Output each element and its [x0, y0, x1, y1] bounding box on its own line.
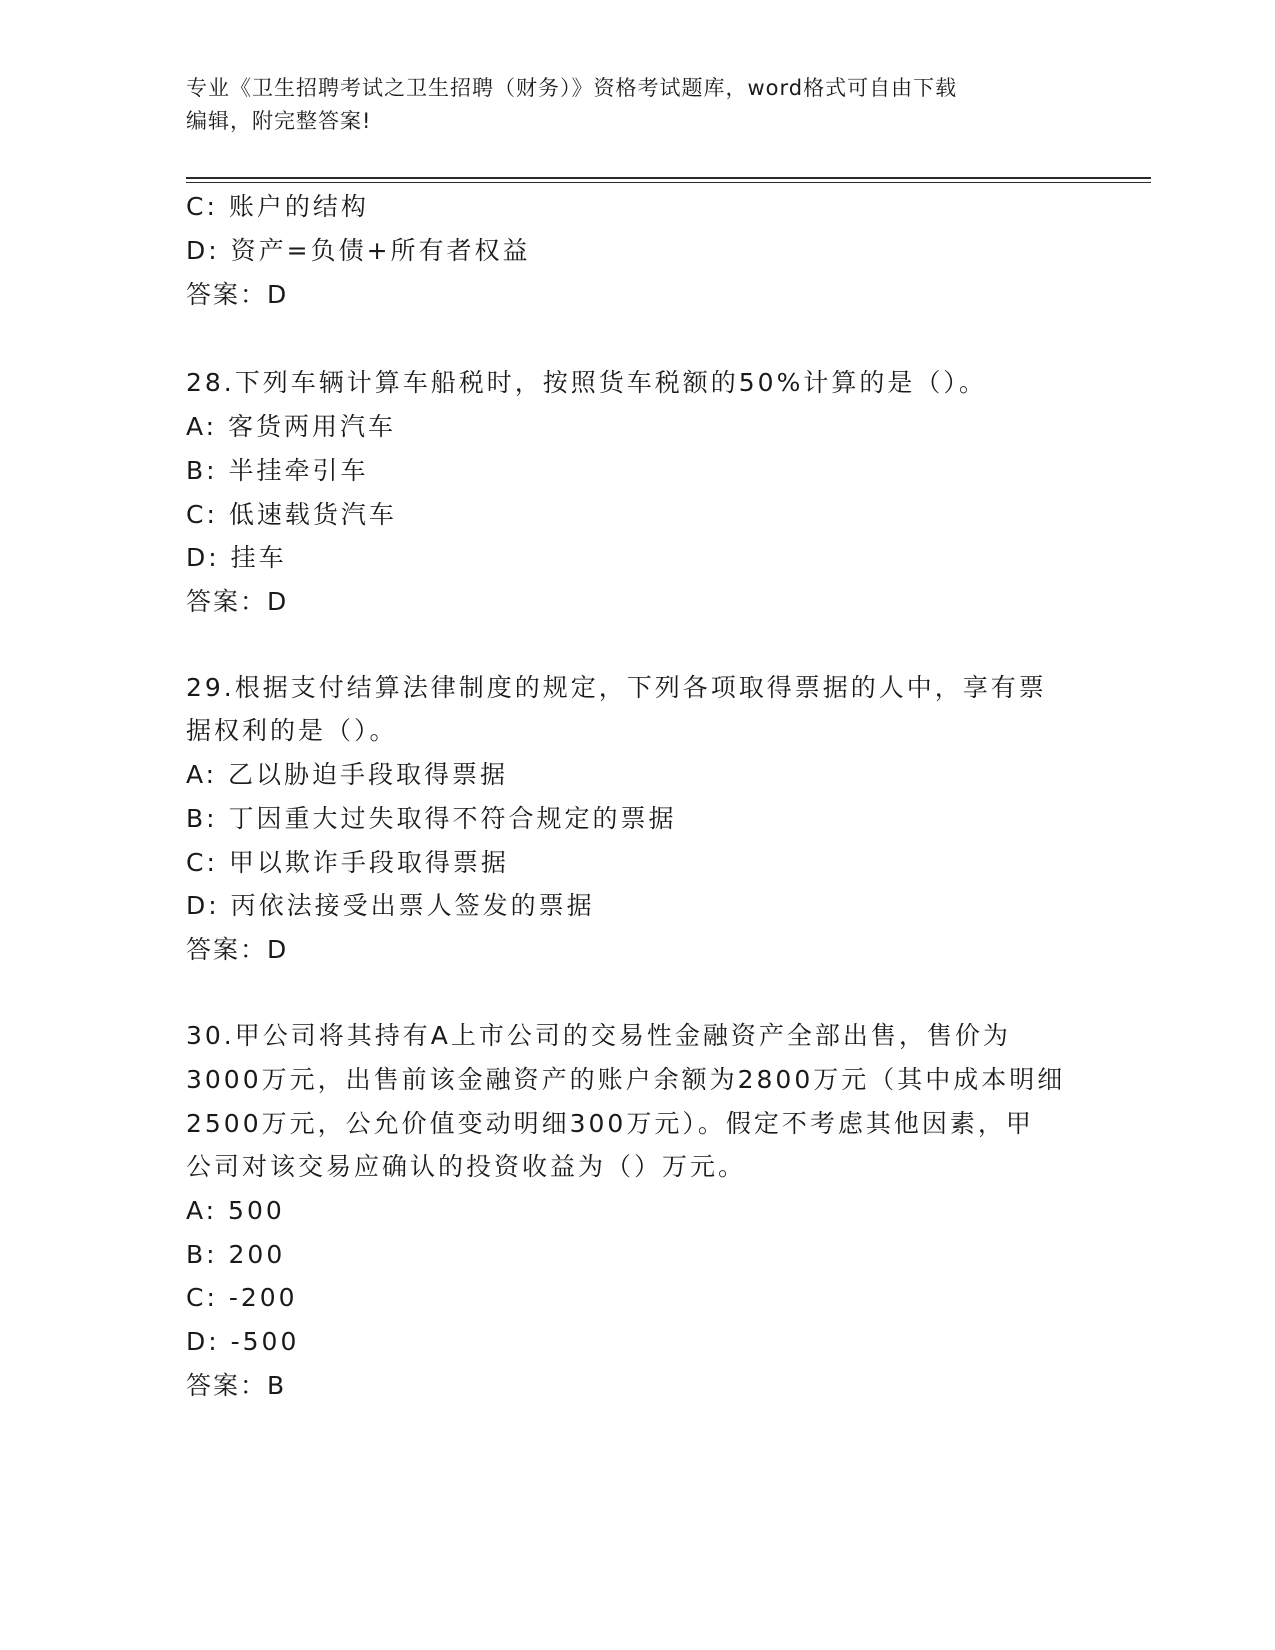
prev-answer: 答案：D — [186, 280, 289, 309]
prev-option-c: C: 账户的结构 — [186, 192, 369, 221]
q29-option-a: A: 乙以胁迫手段取得票据 — [186, 760, 509, 789]
q30-option-d: D: -500 — [186, 1327, 300, 1356]
q29-answer: 答案：D — [186, 935, 289, 964]
q28-option-b: B: 半挂牵引车 — [186, 456, 369, 485]
page-header — [186, 72, 1086, 138]
header-line-1: 专业《卫生招聘考试之卫生招聘（财务）》资格考试题库，word格式可自由下载 — [186, 76, 958, 100]
header-rule-thin — [186, 182, 1151, 183]
header-line-2: 编辑，附完整答案! — [186, 109, 372, 133]
q28-option-c: C: 低速载货汽车 — [186, 500, 397, 529]
q29-stem-line-2: 据权利的是（）。 — [186, 716, 398, 745]
q30-option-b: B: 200 — [186, 1240, 286, 1269]
q30-answer: 答案：B — [186, 1371, 287, 1400]
q30-option-a: A: 500 — [186, 1196, 285, 1225]
q30-option-c: C: -200 — [186, 1283, 298, 1312]
header-rule — [186, 177, 1151, 179]
q30-stem-line-2: 3000万元，出售前该金融资产的账户余额为2800万元（其中成本明细 — [186, 1065, 1066, 1094]
q30-stem-line-4: 公司对该交易应确认的投资收益为（）万元。 — [186, 1152, 747, 1181]
q29-stem-line-1: 29.根据支付结算法律制度的规定，下列各项取得票据的人中，享有票 — [186, 673, 1047, 702]
q28-option-a: A: 客货两用汽车 — [186, 412, 397, 441]
q29-option-d: D: 丙依法接受出票人签发的票据 — [186, 891, 595, 920]
q28-stem: 28.下列车辆计算车船税时，按照货车税额的50%计算的是（）。 — [186, 368, 987, 397]
prev-option-d: D: 资产=负债+所有者权益 — [186, 236, 531, 265]
q30-stem-line-3: 2500万元，公允价值变动明细300万元）。假定不考虑其他因素，甲 — [186, 1109, 1034, 1138]
q28-option-d: D: 挂车 — [186, 543, 287, 572]
q29-option-b: B: 丁因重大过失取得不符合规定的票据 — [186, 804, 677, 833]
q29-option-c: C: 甲以欺诈手段取得票据 — [186, 848, 509, 877]
q30-stem-line-1: 30.甲公司将其持有A上市公司的交易性金融资产全部出售，售价为 — [186, 1021, 1011, 1050]
q28-answer: 答案：D — [186, 587, 289, 616]
